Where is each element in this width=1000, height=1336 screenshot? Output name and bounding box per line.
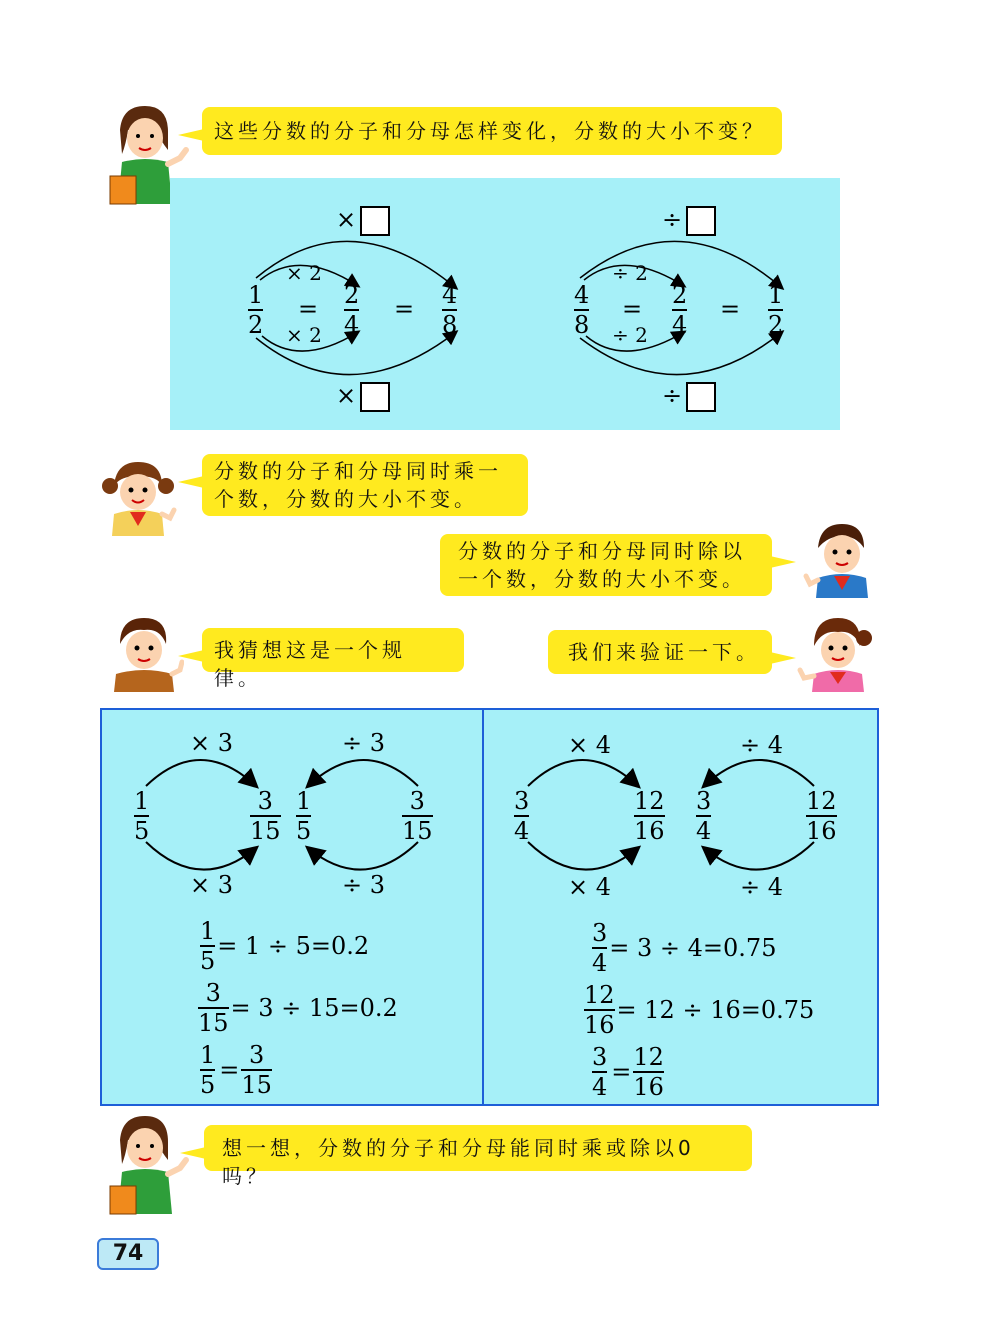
equation-line xyxy=(200,1042,274,1098)
numerator: 12 xyxy=(584,981,615,1009)
divide-label-bottom: ÷ 4 xyxy=(740,873,784,901)
equation-line xyxy=(592,920,776,976)
operator: × xyxy=(336,381,357,410)
numerator: 1 xyxy=(296,787,312,815)
denominator: 5 xyxy=(296,817,312,845)
bubble-text-line2: 一个数，分数的大小不变。 xyxy=(458,567,746,591)
equation-rest: = 1 ÷ 5=0.2 xyxy=(217,932,370,960)
bubble-text: 我猜想这是一个规律。 xyxy=(214,638,406,690)
inner-op-top: ÷ 2 xyxy=(612,261,648,285)
denominator: 16 xyxy=(633,1073,664,1101)
equals-sign: = xyxy=(298,295,319,323)
denominator: 5 xyxy=(200,947,216,975)
bubble-text: 这些分数的分子和分母怎样变化，分数的大小不变？ xyxy=(214,119,766,143)
fraction xyxy=(634,788,665,844)
fraction xyxy=(584,982,615,1038)
equation-rest: = 3 ÷ 15=0.2 xyxy=(230,994,398,1022)
fraction xyxy=(402,788,433,844)
fraction xyxy=(592,920,607,976)
fraction xyxy=(633,1044,664,1100)
denominator: 15 xyxy=(402,817,433,845)
equals-sign: = xyxy=(622,295,643,323)
fraction xyxy=(696,788,711,844)
page-number: 74 xyxy=(97,1238,159,1270)
equation-line xyxy=(200,918,369,974)
numerator: 1 xyxy=(248,281,264,309)
fraction xyxy=(241,1042,272,1098)
equation-rest: = 12 ÷ 16=0.75 xyxy=(616,996,815,1024)
equals-sign: = xyxy=(394,295,415,323)
denominator: 2 xyxy=(248,311,264,339)
denominator: 4 xyxy=(592,949,608,977)
numerator: 4 xyxy=(574,281,590,309)
denominator: 8 xyxy=(442,311,458,339)
denominator: 15 xyxy=(241,1071,272,1099)
equation-rest: = 3 ÷ 4=0.75 xyxy=(609,934,777,962)
numerator: 3 xyxy=(409,787,425,815)
denominator: 15 xyxy=(198,1009,229,1037)
numerator: 1 xyxy=(134,787,150,815)
numerator: 3 xyxy=(257,787,273,815)
inner-op-top: × 2 xyxy=(286,261,322,285)
inner-op-bottom: ÷ 2 xyxy=(612,323,648,347)
fraction xyxy=(134,788,149,844)
fraction xyxy=(514,788,529,844)
numerator: 1 xyxy=(200,1041,216,1069)
equation-line xyxy=(584,982,814,1038)
bubble-text: 想一想，分数的分子和分母能同时乘或除以0吗？ xyxy=(222,1136,695,1188)
numerator: 12 xyxy=(806,787,837,815)
numerator: 3 xyxy=(205,979,221,1007)
operator: ÷ xyxy=(662,205,683,234)
denominator: 16 xyxy=(584,1011,615,1039)
equals-sign: = xyxy=(611,1058,632,1086)
denominator: 16 xyxy=(634,817,665,845)
numerator: 3 xyxy=(514,787,530,815)
fraction xyxy=(250,788,281,844)
divide-label-top: ÷ 4 xyxy=(740,731,784,759)
fraction xyxy=(296,788,311,844)
equals-sign: = xyxy=(720,295,741,323)
inner-op-bottom: × 2 xyxy=(286,323,322,347)
numerator: 1 xyxy=(200,917,216,945)
fraction xyxy=(592,1044,607,1100)
denominator: 4 xyxy=(592,1073,608,1101)
numerator: 3 xyxy=(592,1043,608,1071)
equals-sign: = xyxy=(219,1056,240,1084)
equation-line xyxy=(592,1044,666,1100)
fraction xyxy=(806,788,837,844)
fraction xyxy=(198,980,229,1036)
multiply-label-bottom: × 4 xyxy=(568,873,612,901)
operator: × xyxy=(336,205,357,234)
numerator: 3 xyxy=(696,787,712,815)
denominator: 5 xyxy=(134,817,150,845)
numerator: 2 xyxy=(672,281,688,309)
denominator: 2 xyxy=(768,311,784,339)
fraction xyxy=(200,1042,215,1098)
bubble-text-line1: 分数的分子和分母同时乘一 xyxy=(214,459,502,483)
numerator: 4 xyxy=(442,281,458,309)
denominator: 5 xyxy=(200,1071,216,1099)
numerator: 3 xyxy=(249,1041,265,1069)
denominator: 4 xyxy=(672,311,688,339)
multiply-label-bottom: × 3 xyxy=(190,871,234,899)
bubble-text-line1: 分数的分子和分母同时除以 xyxy=(458,539,746,563)
numerator: 12 xyxy=(633,1043,664,1071)
bubble-text-line2: 个数，分数的大小不变。 xyxy=(214,487,478,511)
denominator: 4 xyxy=(514,817,530,845)
multiply-label-top: × 4 xyxy=(568,731,612,759)
denominator: 8 xyxy=(574,311,590,339)
equation-line xyxy=(198,980,398,1036)
numerator: 12 xyxy=(634,787,665,815)
divide-label-bottom: ÷ 3 xyxy=(342,871,386,899)
multiply-label-top: × 3 xyxy=(190,729,234,757)
denominator: 16 xyxy=(806,817,837,845)
divide-label-top: ÷ 3 xyxy=(342,729,386,757)
bubble-text: 我们来验证一下。 xyxy=(568,640,760,664)
denominator: 15 xyxy=(250,817,281,845)
operator: ÷ xyxy=(662,381,683,410)
denominator: 4 xyxy=(344,311,360,339)
numerator: 1 xyxy=(768,281,784,309)
denominator: 4 xyxy=(696,817,712,845)
fraction xyxy=(200,918,215,974)
numerator: 3 xyxy=(592,919,608,947)
numerator: 2 xyxy=(344,281,360,309)
